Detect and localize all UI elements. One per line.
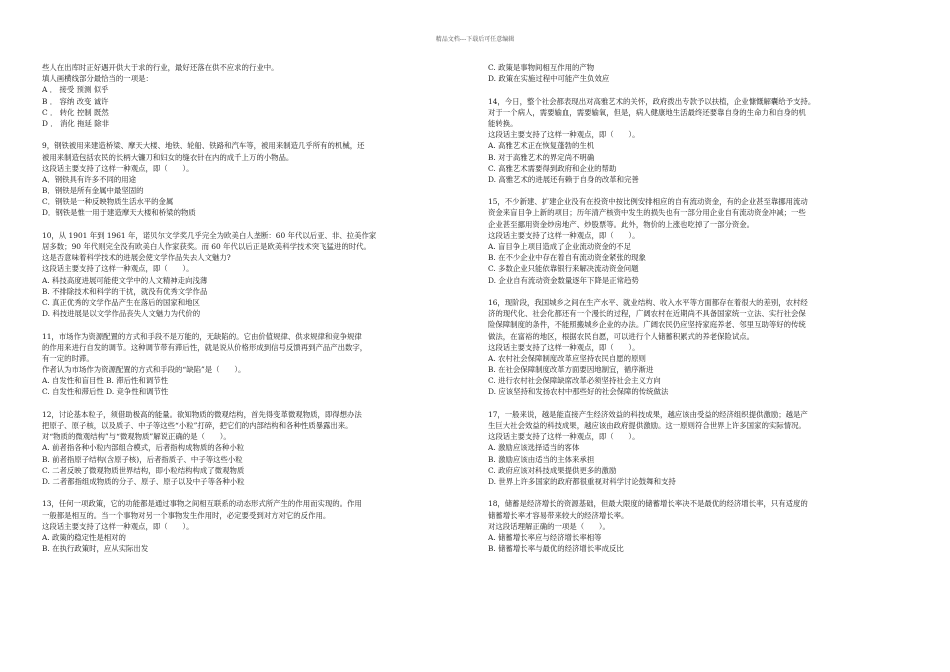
- text-line: 13，任何一项政策，它的功能都是通过事物之间相互联系的动态形式所产生的作用而实现的。作用: [42, 499, 362, 509]
- text-line: A. 科技高度进展可能使文学中的人文精神走向浅薄: [42, 275, 208, 285]
- text-line: A. 农村社会保障制度改革应坚持农民自愿的原则: [488, 353, 646, 363]
- text-line: 这段话主要支持了这样一种观点，即（ ）。: [42, 264, 194, 274]
- text-line: C．钢铁是一种反映物质生活水平的金属: [42, 197, 174, 207]
- text-line: 10，从 1901 年到 1961 年，诺贝尔文学奖几乎完全为欧美白人垄断：60 年代以后亚、非、拉美作家: [42, 230, 377, 240]
- question-block: [488, 409, 903, 487]
- text-line: 这段话主要支持了这样一种观点，即（ ）。: [488, 342, 640, 352]
- text-line: B．钢铁是所有金属中最坚固的: [42, 186, 144, 196]
- text-line: 的作用来进行自发的调节。这种调节带有滞后性，就是说从价格形成到信号反馈再到产品产出数字，: [42, 342, 368, 352]
- text-line: 15，不少新建、扩建企业没有在投资中按比例安排相应的自有流动资金，有的企业甚至靠挪用流动: [488, 197, 808, 207]
- text-line: C. 二者反映了微观物质世界结构，即小粒结构构成了微观物质: [42, 465, 245, 475]
- text-line: 有一定的时滞。: [42, 353, 94, 363]
- text-line: 能转换。: [488, 118, 518, 128]
- text-line: 9，钢铁被用来建造桥梁、摩天大楼、地铁、轮船、铁路和汽车等，被用来制造几乎所有的机械，还: [42, 141, 365, 151]
- text-line: C. 多数企业只能依靠银行来解决流动资金问题: [488, 264, 639, 274]
- question-block: [488, 196, 903, 286]
- text-line: C. 进行农村社会保障缺席改革必须坚持社会主义方向: [488, 376, 661, 386]
- block-spacer: [42, 219, 457, 230]
- text-line: 这段话主要支持了这样一种观点，即（ ）。: [488, 230, 640, 240]
- text-line: D. 二者都指组成物质的分子、原子、原子以及中子等各种小粒: [42, 476, 245, 486]
- right-column: [488, 62, 903, 554]
- text-line: 些人在出库时正好遇开供大于求的行业，最好还落在供不应求的行业中。: [42, 63, 279, 72]
- text-line: C. 政府应该对科技成果提供更多的激励: [488, 465, 617, 475]
- text-line: B. 在社会保障制度改革方面要因地制宜，循序渐进: [488, 365, 654, 375]
- block-spacer: [488, 487, 903, 498]
- question-block: [42, 409, 457, 487]
- question-block: [488, 498, 903, 554]
- text-line: C. 自发性和滞后性 D. 竞争性和调节性: [42, 387, 169, 397]
- text-line: C ． 转化 控制 既然: [42, 107, 109, 117]
- block-spacer: [42, 319, 457, 330]
- text-line: 资金来盲目争上新的项目；历年清产核资中发生的损失也有一部分用企业自有流动资金冲减；一些: [488, 208, 806, 218]
- text-line: B. 前者指原子结构(含原子核)，后者指质子、中子等这些小粒: [42, 454, 243, 464]
- text-line: 这段话主要支持了这样一种观点，即（ ）。: [488, 432, 640, 442]
- text-line: C. 真正优秀的文学作品产生在落后的国家和地区: [42, 297, 200, 307]
- text-line: 济的现代化、社会化都还有一个漫长的过程，广阔农村在近期尚不具备国家统一立法、实行社会保: [488, 309, 806, 319]
- text-line: C. 高雅艺术需要得到政府和企业的帮助: [488, 163, 617, 173]
- question-block: [42, 62, 457, 129]
- text-line: A ． 接受 预测 似乎: [42, 85, 109, 95]
- text-line: 对“物质的微观结构”与“微观物质”解说正确的是（ ）。: [42, 432, 231, 442]
- text-line: 一般都是相互的。当一个事物对另一个事物发生作用时，必定要受到对方对它的反作用。: [42, 510, 331, 520]
- block-spacer: [42, 398, 457, 409]
- text-line: D. 高雅艺术的进展还有赖于自身的改革和完善: [488, 174, 639, 184]
- text-line: B. 不排除技术和科学的干扰，就没有优秀文学作品: [42, 286, 208, 296]
- text-line: B. 在执行政策时，应从实际出发: [42, 544, 149, 554]
- text-line: B ． 容纳 改变 诚许: [42, 96, 109, 106]
- text-line: A. 激励应该选择适当的客体: [488, 443, 580, 453]
- text-line: 14，今日，整个社会都表现出对高雅艺术的关怀，政府拨出专款予以扶植，企业慷慨解囊给予支持。: [488, 96, 816, 106]
- text-line: 这段话主要支持了这样一种观点，即（ ）。: [488, 130, 640, 140]
- text-line: 储蓄增长率才容易带来较大的经济增长率。: [488, 510, 629, 520]
- block-spacer: [488, 286, 903, 297]
- text-line: C. 政策是事物间相互作用的产物: [488, 63, 595, 72]
- block-spacer: [488, 185, 903, 196]
- text-line: D ． 消化 拖延 除非: [42, 118, 110, 128]
- text-line: A. 储蓄增长率应与经济增长率相等: [488, 532, 602, 542]
- text-line: 对于一个病人，需要输血，需要输氧，但是，病人健康地生活最终还要靠自身的生命力和自身的机: [488, 107, 806, 117]
- question-block: [488, 62, 903, 84]
- text-line: 11，市场作为资源配置的方式和手段不是万能的，无缺陷的。它由价值规律、供求规律和竞争规律: [42, 331, 362, 341]
- text-line: 居多数；90 年代则完全没有欧美白人作家获奖。而 60 年代以后正是欧美科学技术突飞猛进的时代。: [42, 242, 371, 251]
- text-line: 16，现阶段，我国城乡之间在生产水平、就业结构、收入水平等方面都存在着很大的差别，农村经: [488, 297, 808, 307]
- question-block: [42, 331, 457, 398]
- text-line: 18，储蓄是经济增长的资源基础，但最大限度的储蓄增长率决不是最优的经济增长率，只有适度的: [488, 499, 808, 509]
- text-line: D. 政策在实施过程中可能产生负效应: [488, 74, 610, 84]
- text-line: A. 政策的稳定性是相对的: [42, 532, 126, 542]
- text-line: D. 企业自有流动资金数量逐年下降是正常趋势: [488, 275, 639, 285]
- question-block: [488, 297, 903, 398]
- text-line: 对这段话理解正确的一项是（ ）。: [488, 521, 610, 531]
- text-line: D. 科技进展是以文学作品丧失人文魅力为代价的: [42, 309, 201, 319]
- block-spacer: [42, 487, 457, 498]
- block-spacer: [488, 84, 903, 95]
- text-line: 把原子、原子核，以及质子、中子等这些“小粒”打碎，把它们的内部结构和各种性质暴露出来。: [42, 421, 353, 430]
- text-line: 做法，在富裕的地区，根据农民自愿，可以进行个人储蓄积累式的养老保险试点。: [488, 331, 755, 341]
- question-block: [488, 96, 903, 186]
- text-line: B. 储蓄增长率与最优的经济增长率成反比: [488, 544, 624, 554]
- text-line: A. 高雅艺术正在恢复蓬勃的生机: [488, 141, 595, 151]
- text-line: A. 盲目争上项目造成了企业流动资金的不足: [488, 242, 632, 251]
- page-header: 精品文档---下载后可任意编辑: [435, 36, 515, 43]
- text-line: 这是否意味着科学技术的进展会使文学作品失去人文魅力?: [42, 253, 231, 263]
- text-line: 填人画横线部分最恰当的一项是：: [42, 74, 153, 84]
- text-line: A. 自发性和盲目性 B. 滞后性和调节性: [42, 376, 168, 386]
- text-line: D. 世界上许多国家的政府都很重视对科学讨论鼓舞和支持: [488, 476, 676, 486]
- text-line: 作者认为市场作为资源配置的方式和手段的“缺陷”是（ ）。: [42, 365, 246, 375]
- text-line: D．钢铁是惟一用于建造摩天大楼和桥梁的物质: [42, 208, 196, 218]
- text-line: A. 前者指各种小粒内部组合模式，后者指构成物质的各种小粒: [42, 443, 245, 453]
- text-line: A．钢铁具有许多不同的用途: [42, 174, 137, 184]
- text-line: 12，讨论基本粒子，须借助极高的能量。欲知物质的微观结构，首先得变革微观物质，即得想办法: [42, 409, 362, 419]
- block-spacer: [488, 398, 903, 409]
- text-line: B. 对于高雅艺术的界定尚不明确: [488, 152, 595, 162]
- text-line: 企业甚至挪用资金炒房地产、炒股票等。此外，物价的上涨也吃掉了一部分资金。: [488, 219, 755, 229]
- left-column: [42, 62, 457, 554]
- text-line: B. 激励应该由适当的主体来承担: [488, 454, 595, 464]
- text-line: 生巨大社会效益的科技成果，越应该由政府提供激励。这一原则符合世界上许多国家的实际情况。: [488, 421, 806, 430]
- question-block: [42, 498, 457, 554]
- text-line: 这段话主要支持了这样一种观点，即（ ）。: [42, 163, 194, 173]
- question-block: [42, 140, 457, 218]
- text-line: 这段话主要支持了这样一种观点，即（ ）。: [42, 521, 194, 531]
- text-line: 险保障制度的条件，不能照搬城乡企业的办法。广阔农民仍应坚持家庭养老、邻里互助等好的传统: [488, 320, 806, 330]
- text-line: D. 应该坚持和发扬农村中那些好的社会保障的传统做法: [488, 387, 669, 397]
- block-spacer: [42, 129, 457, 140]
- text-line: 被用来制造包括农民的长柄大镰刀和妇女的缝衣针在内的成千上万的小物品。: [42, 152, 294, 162]
- text-line: 17，一般来说，越是能直接产生经济效益的科技成果，越应该由受益的经济组织提供激励；越是产: [488, 409, 808, 419]
- question-block: [42, 230, 457, 320]
- text-line: B. 在不少企业中存在着自有流动资金紧张的现象: [488, 253, 646, 263]
